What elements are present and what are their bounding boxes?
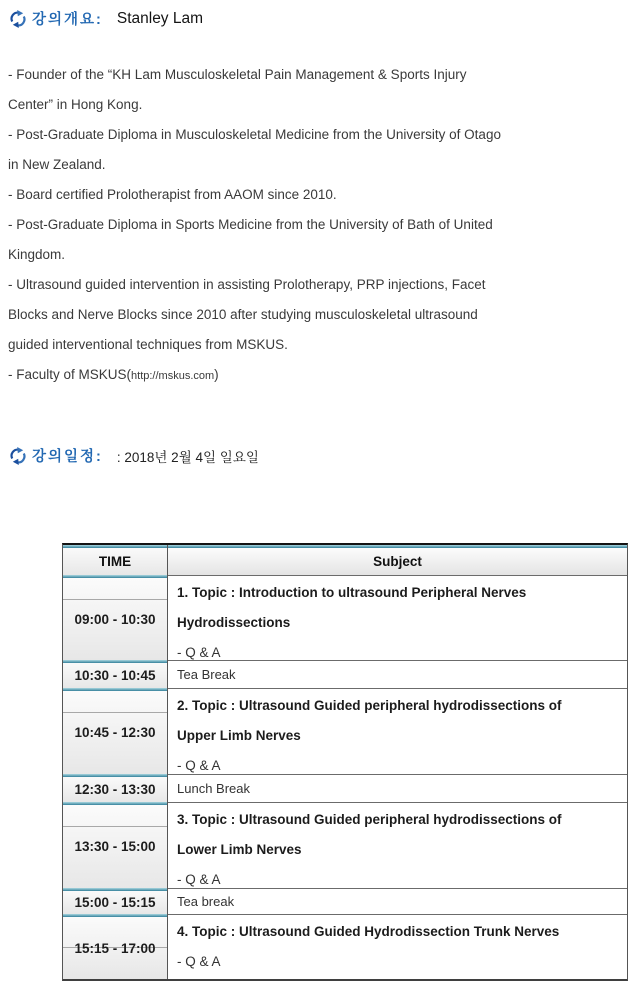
subject-cell — [168, 774, 627, 802]
table-row — [63, 774, 627, 802]
time-cell — [63, 688, 168, 774]
table-row — [63, 688, 627, 774]
topic-title-line: 3. Topic : Ultrasound Guided peripheral hydrodissections of — [177, 812, 562, 827]
subject-header-label: Subject — [373, 554, 422, 569]
break-label: Tea break — [177, 894, 235, 909]
time-value: 15:15 - 17:00 — [74, 940, 156, 956]
lecture-overview-label: 강의개요: — [32, 12, 103, 28]
topic-title-line: Upper Limb Nerves — [177, 728, 301, 743]
bio-line: - Post-Graduate Diploma in Musculoskeletal Medicine from the University of Otago — [8, 127, 501, 142]
time-value: 09:00 - 10:30 — [74, 611, 156, 627]
table-row — [63, 802, 627, 888]
table-row — [63, 888, 627, 914]
subject-cell — [168, 688, 627, 774]
topic-qa-note: - Q & A — [177, 758, 221, 773]
topic-title-line: Hydrodissections — [177, 615, 291, 630]
subject-header-cell — [168, 545, 627, 575]
subject-cell — [168, 914, 627, 979]
topic-title-line: 4. Topic : Ultrasound Guided Hydrodissection Trunk Nerves — [177, 924, 560, 939]
time-cell — [63, 888, 168, 914]
subject-cell — [168, 575, 627, 660]
subject-cell — [168, 888, 627, 914]
time-value: 15:00 - 15:15 — [74, 895, 156, 910]
speaker-bio — [8, 60, 628, 391]
sync-arrows-icon — [8, 446, 28, 466]
table-row — [63, 575, 627, 660]
lecture-schedule-header — [8, 445, 259, 466]
subject-cell — [168, 802, 627, 888]
break-label: Tea Break — [177, 667, 236, 682]
lecture-overview-header — [8, 8, 203, 29]
bio-line: Blocks and Nerve Blocks since 2010 after studying musculoskeletal ultrasound — [8, 307, 478, 322]
bio-line: Kingdom. — [8, 247, 66, 262]
time-value: 12:30 - 13:30 — [74, 782, 156, 797]
time-header-label: TIME — [98, 554, 132, 569]
table-row — [63, 914, 627, 979]
time-cell — [63, 774, 168, 802]
topic-title-line: Lower Limb Nerves — [177, 842, 302, 857]
bio-line: - Founder of the “KH Lam Musculoskeletal Pain Management & Sports Injury — [8, 67, 467, 82]
schedule-rows — [63, 575, 627, 979]
table-row — [63, 660, 627, 688]
bio-line: - Post-Graduate Diploma in Sports Medicine from the University of Bath of United — [8, 217, 493, 232]
topic-title-line: 1. Topic : Introduction to ultrasound Peripheral Nerves — [177, 585, 527, 600]
bio-footer-line — [8, 360, 628, 391]
time-cell — [63, 660, 168, 688]
table-header-row — [63, 545, 627, 575]
mskus-url: http://mskus.com — [131, 370, 215, 382]
sync-arrows-icon — [8, 9, 28, 29]
bio-footer-suffix: ) — [214, 367, 219, 382]
bio-line: - Board certified Prolotherapist from AAOM since 2010. — [8, 187, 337, 202]
time-header-cell — [63, 545, 168, 575]
speaker-name: Stanley Lam — [116, 9, 204, 27]
schedule-table — [62, 543, 628, 981]
time-value: 13:30 - 15:00 — [74, 839, 156, 854]
bio-line: - Ultrasound guided intervention in assisting Prolotherapy, PRP injections, Facet — [8, 277, 486, 292]
time-cell — [63, 914, 168, 979]
lecture-date: : 2018년 2월 4일 일요일 — [116, 449, 259, 465]
bio-line: guided interventional techniques from MSKUS. — [8, 337, 288, 352]
time-cell — [63, 802, 168, 888]
lecture-schedule-label: 강의일정: — [32, 449, 103, 465]
time-value: 10:30 - 10:45 — [74, 668, 156, 683]
topic-qa-note: - Q & A — [177, 872, 221, 887]
break-label: Lunch Break — [177, 781, 250, 796]
bio-line: in New Zealand. — [8, 157, 106, 172]
time-value: 10:45 - 12:30 — [74, 725, 156, 740]
bio-footer-prefix: - Faculty of MSKUS( — [8, 367, 132, 382]
topic-qa-note: - Q & A — [177, 645, 221, 660]
subject-cell — [168, 660, 627, 688]
bio-line: Center” in Hong Kong. — [8, 97, 143, 112]
time-cell — [63, 575, 168, 660]
topic-qa-note: - Q & A — [177, 954, 221, 969]
topic-title-line: 2. Topic : Ultrasound Guided peripheral hydrodissections of — [177, 698, 562, 713]
